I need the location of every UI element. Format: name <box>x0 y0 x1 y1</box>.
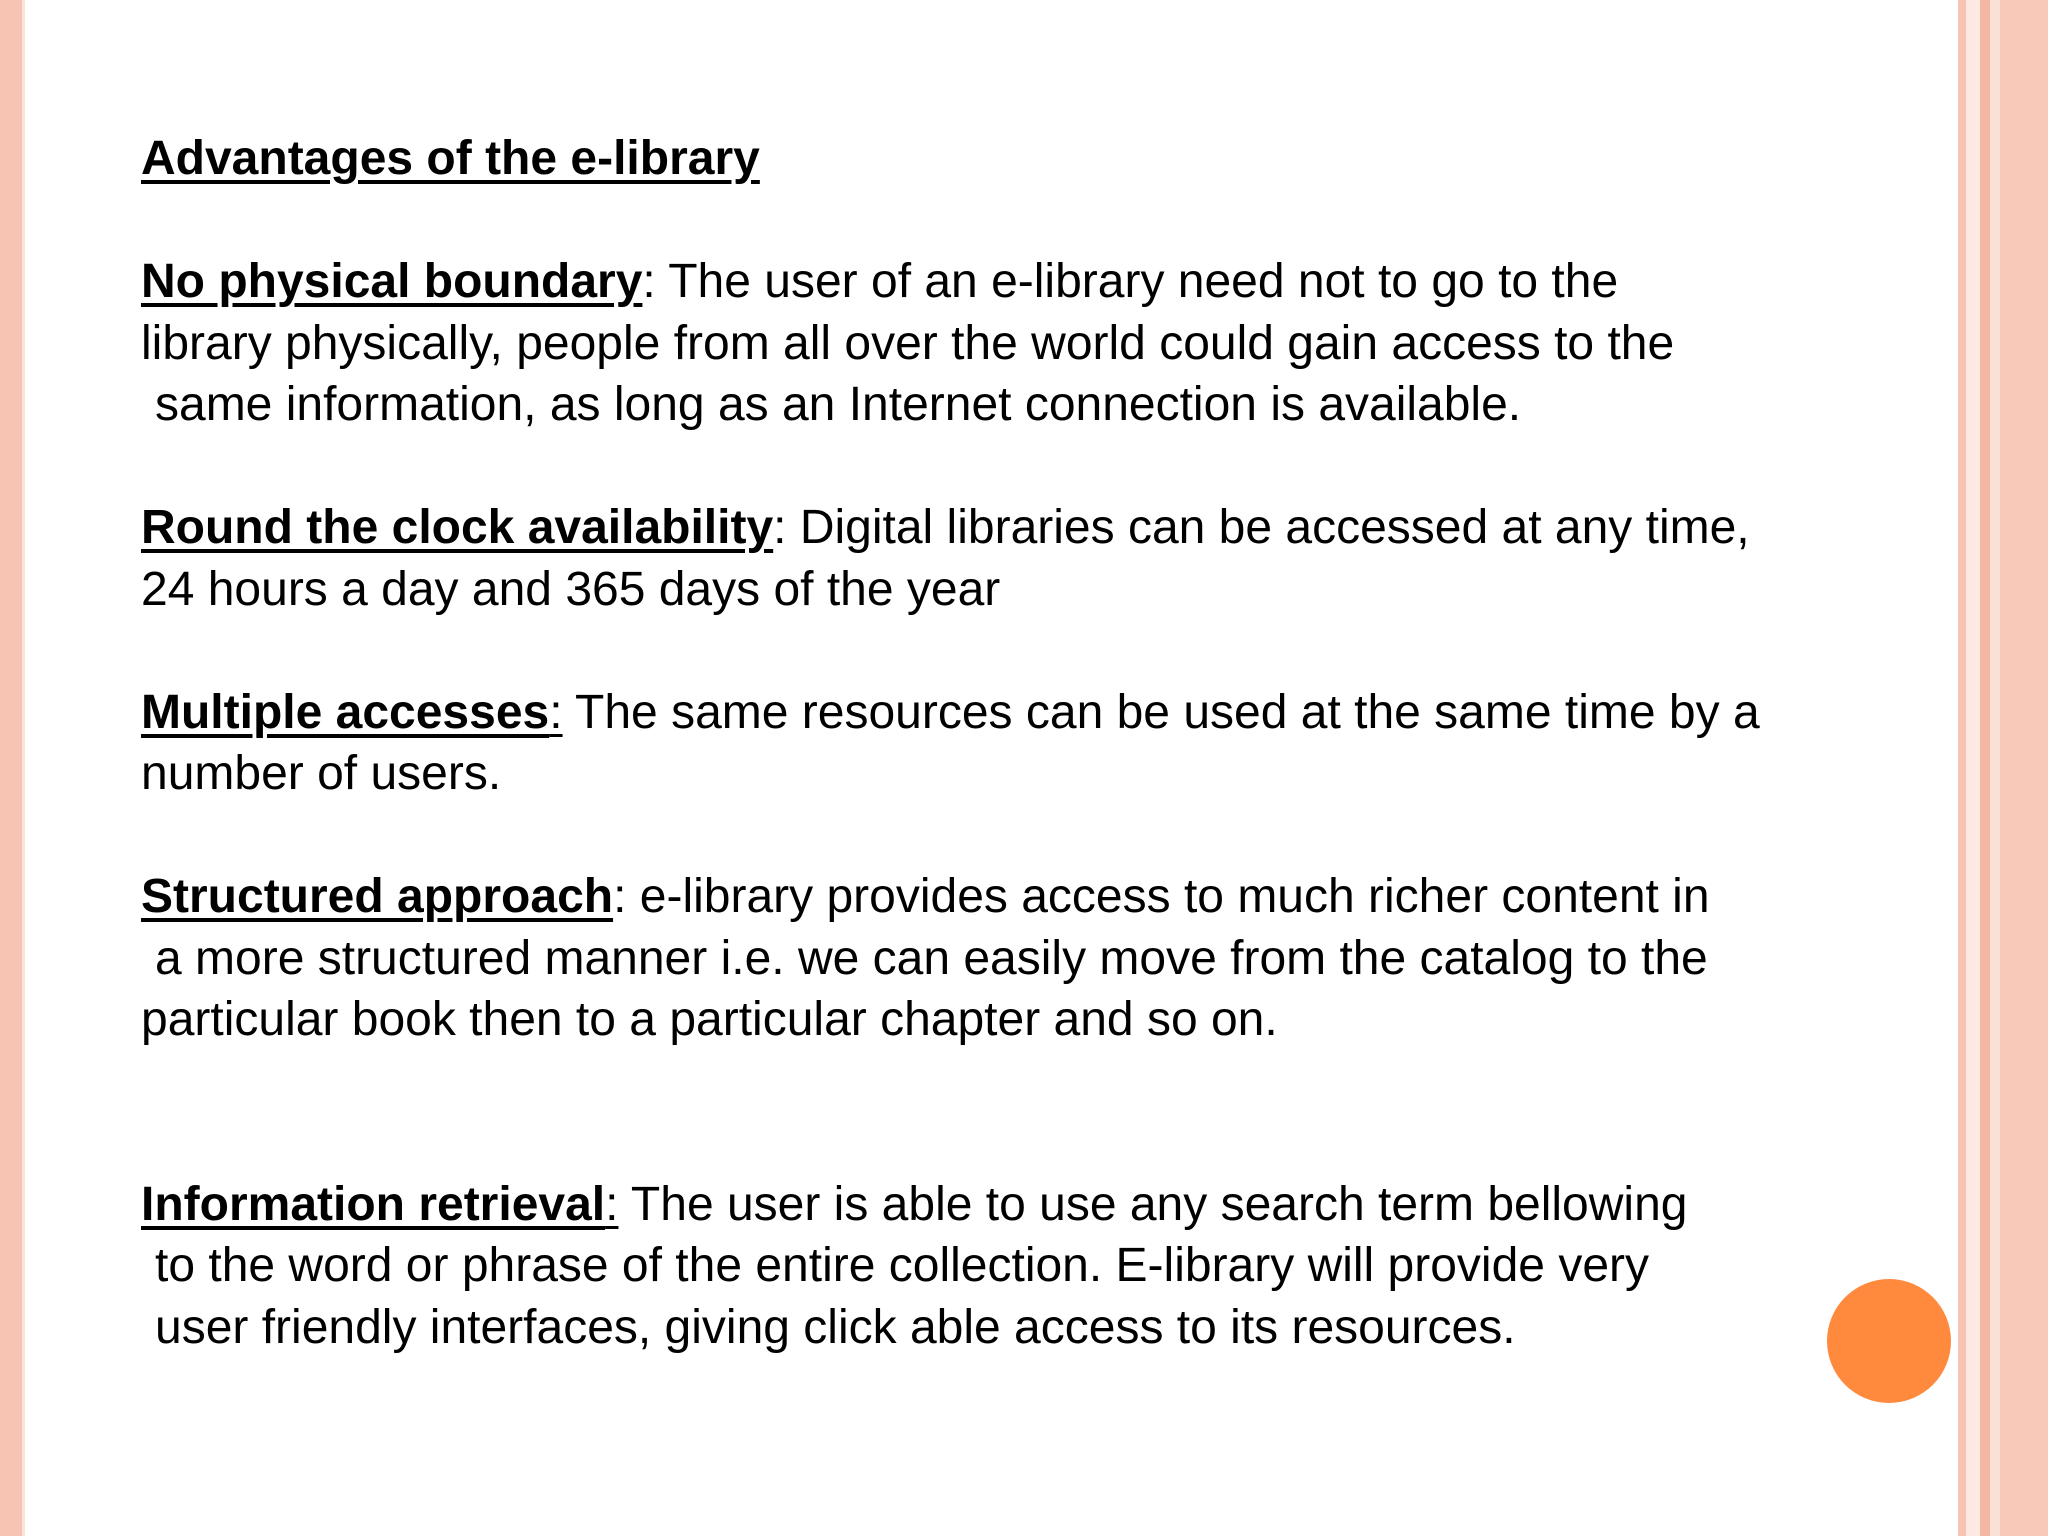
advantage-colon: : <box>605 1177 619 1231</box>
paragraph-line: number of users. <box>141 747 502 800</box>
advantage-term: Round the clock availability <box>141 501 774 554</box>
paragraph-line: user friendly interfaces, giving click able access to its resources. <box>155 1300 1516 1354</box>
right-border-stripe-4 <box>1990 0 2000 1536</box>
paragraph-line: library physically, people from all over the world could gain access to the <box>141 316 1675 370</box>
advantage-term: Structured approach <box>141 870 614 923</box>
right-border-stripe-5 <box>2000 0 2048 1536</box>
paragraph-line <box>141 251 1881 313</box>
advantage-colon: : <box>773 501 787 554</box>
paragraph-line: particular book then to a particular chapter and so on. <box>141 993 1278 1046</box>
slide-title: Advantages of the e-library <box>141 132 760 185</box>
paragraph-line: 24 hours a day and 365 days of the year <box>141 562 1001 616</box>
left-border-stripe <box>0 0 22 1536</box>
paragraph-line: to the word or phrase of the entire collection. E-library will provide very <box>155 1239 1649 1292</box>
paragraph-line <box>141 497 1881 559</box>
paragraph-line: same information, as long as an Internet connection is available. <box>155 378 1522 431</box>
advantage-text: The same resources can be used at the same time by a <box>562 685 1760 739</box>
advantage-colon: : <box>642 255 656 308</box>
advantage-round-the-clock <box>141 497 1881 620</box>
advantage-term: Multiple accesses <box>141 685 550 739</box>
advantage-term: Information retrieval <box>141 1177 606 1231</box>
advantage-text: Digital libraries can be accessed at any time, <box>786 501 1750 554</box>
right-border-stripe-3 <box>1980 0 1990 1536</box>
advantage-multiple-accesses <box>141 682 1881 805</box>
paragraph-line: a more structured manner i.e. we can easily move from the catalog to the <box>155 931 1708 985</box>
right-border-stripe-2 <box>1966 0 1980 1536</box>
advantage-structured-approach <box>141 866 1881 1051</box>
left-border-inner-stripe <box>22 0 25 1536</box>
advantage-no-physical-boundary <box>141 251 1881 436</box>
advantage-colon: : <box>613 870 627 923</box>
advantage-text: e-library provides access to much richer content in <box>626 870 1710 923</box>
paragraph-line <box>141 1174 1881 1236</box>
advantage-text: The user of an e-library need not to go to the <box>655 255 1619 308</box>
advantage-text: The user is able to use any search term bellowing <box>618 1177 1688 1231</box>
slide-content <box>141 128 1881 1420</box>
advantage-colon: : <box>549 685 563 739</box>
orange-circle-decoration <box>1827 1279 1951 1403</box>
advantage-term: No physical boundary <box>141 255 643 308</box>
paragraph-line <box>141 682 1881 744</box>
right-border-stripe-1 <box>1958 0 1966 1536</box>
advantage-information-retrieval <box>141 1174 1881 1359</box>
paragraph-line <box>141 866 1881 928</box>
